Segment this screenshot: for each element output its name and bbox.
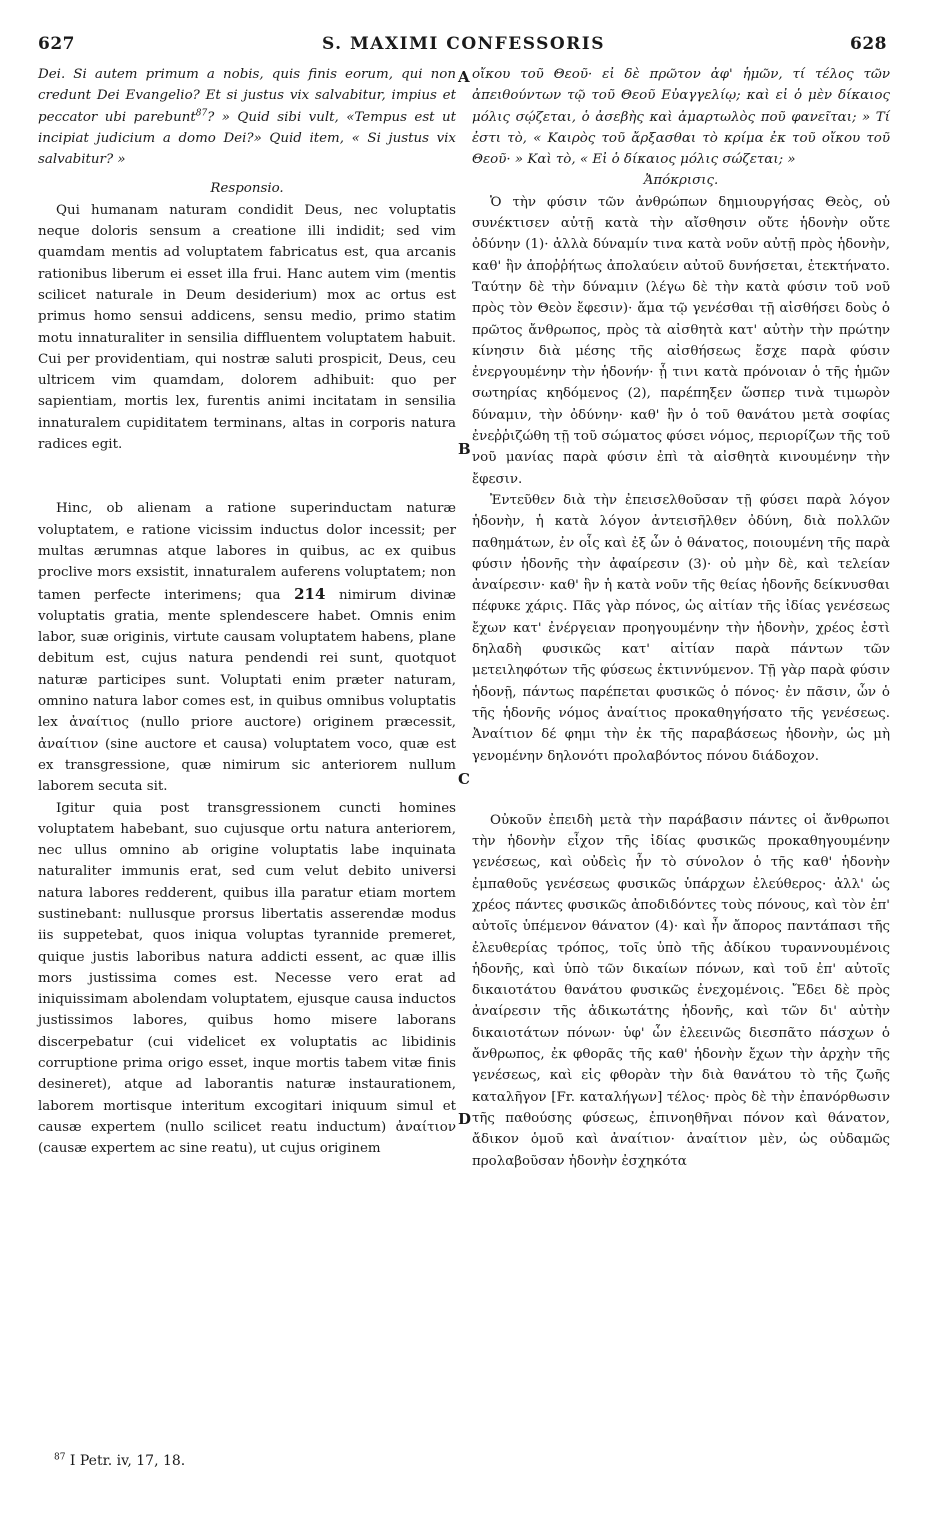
- section-marker-b: B: [458, 440, 471, 458]
- column-number: 214: [294, 584, 326, 603]
- footnote-mark: 87: [54, 1452, 66, 1463]
- running-title: S. MAXIMI CONFESSORIS: [321, 34, 606, 54]
- latin-paragraph-2: Hinc, ob alienam a ratione superinductam naturæ voluptatem, e ratione vicissim inductus dolor incessit; per multas ærumnas atque labores in quibus, ac ex quibus proclive mors exsistit, innaturalem auferens voluptatem; non tamen perfecte interimens; qua 214 nimirum divinæ voluptatis gratia, mente splendescere habet. Omnis enim labor, suæ originis, virtute causam voluptatem habens, plane debitum est, cujus natura pendendi rei sunt, quotquot naturæ participes sunt. Voluptati enim præter naturam, omnino natura labor comes est, in quibus omnibus voluptatis lex ἀναίτιος (nullo priore auctore) originem præcessit, ἀναίτιον (sine auctore et causa) voluptatem voco, quæ est ex transgressione, quæ nimirum sic anteriorem nullum laborem secuta sit.: [38, 501, 457, 795]
- footnote-ref: 87: [195, 108, 208, 119]
- greek-question: οἴκου τοῦ Θεοῦ· εἰ δὲ πρῶτον ἀφ' ἡμῶν, τί τέλος τῶν ἀπειθούντων τῷ τοῦ Θεοῦ Εὐαγγελίῳ; καὶ εἰ ὁ μὲν δίκαιος μόλις σῴζεται, ὁ ἀσεβὴς καὶ ἁμαρτωλὸς ποῦ φανεῖται; » Τί ἐστι τὸ, « Καιρὸς τοῦ ἄρξασθαι τὸ κρίμα ἐκ τοῦ οἴκου τοῦ Θεοῦ· » Καὶ τὸ, « Εἰ ὁ δίκαιος μόλις σώζεται; »: [472, 67, 890, 168]
- page-number-right: 628: [850, 34, 887, 54]
- greek-paragraph-2: Ἐντεῦθεν διὰ τὴν ἐπεισελθοῦσαν τῇ φύσει παρὰ λόγον ἡδονὴν, ἡ κατὰ λόγον ἀντεισῆλθεν ὀδύνη, διὰ πολλῶν παθημάτων, ἐν οἷς καὶ ἐξ ὧν ὁ θάνατος, ποιουμένη τῆς παρὰ φύσιν ἡδονῆς τὴν ἀφαίρεσιν (3)· οὐ μὴν δὲ, καὶ τελείαν ἀναίρεσιν· καθ' ἣν ἡ κατὰ νοῦν τῆς θείας ἡδονῆς δείκνυσθαι πέφυκε χάρις. Πᾶς γὰρ πόνος, ὡς αἰτίαν τῆς ἰδίας γενέσεως ἔχων κατ' ἐνέργειαν προηγουμένην τὴν ἡδονὴν, χρέος ἐστὶ δηλαδὴ φυσικῶς κατ' αἰτίαν παρὰ πάντων τῶν μετειληφότων τῆς φύσεως ἐκτιννύμενον. Τῇ γὰρ παρὰ φύσιν ἡδονῇ, πάντως παρέπεται φυσικῶς ὁ πόνος· ἐν πᾶσιν, ὧν ὁ τῆς ἡδονῆς νόμος ἀναίτιος προκαθηγήσατο τῆς γενέσεως. Ἀναίτιον δέ φημι τὴν ἐκ τῆς παραβάσεως ἡδονὴν, ὡς μὴ γενομένην δηλονότι προλαβόντος πόνου διάδοχον.: [472, 492, 890, 764]
- greek-heading: Ἀπόκρισις.: [643, 173, 719, 189]
- latin-column: [38, 64, 456, 1160]
- section-marker-c: C: [458, 770, 470, 788]
- section-marker-a: A: [458, 68, 470, 86]
- section-marker-d: D: [458, 1110, 472, 1128]
- latin-question: Dei. Si autem primum a nobis, quis finis eorum, qui non credunt Dei Evangelio? Et si justus vix salvabitur, impius et peccator ubi parebunt$^{87}$? » Quid sibi vult, «Tempus est ut incipiat judicium a domo Dei?» Quid item, « Si justus vix salvabitur? »: [38, 67, 456, 168]
- page-number-left: 627: [38, 34, 75, 54]
- greek-column: [472, 64, 890, 1172]
- latin-paragraph-3: Igitur quia post transgressionem cuncti homines voluptatem habebant, suo cujusque ortu natura anteriorem, nec ullus omnino ab origine voluptatis labe inquinata naturaliter immunis erat, sed cum velut debito universi natura labores redderent, quibus illa paratur etiam mortem sustinebant: nullusque prorsus libertatis asserendæ modus iis suppetebat, quos iniqua voluptas tyrannide premeret, quique justis laboribus natura addicti essent, ac quæ illis mors justissima comes est. Necesse vero erat ad iniquissimam abolendam voluptatem, ejusque causa inductos justissimos labores, quibus homo misere laborans discerpebatur (cui videlicet ex voluptatis ac libidinis corruptione prima origo esset, inque mortis tabem vitæ finis desineret), atque ad laborantis naturæ instaurationem, laborem mortisque interitum excogitari iniquum simul et causæ expertem (nullo scilicet reatu inductum) ἀναίτιον (causæ expertem ac sine reatu), ut cujus originem: [38, 800, 456, 1157]
- latin-paragraph-1: Qui humanam naturam condidit Deus, nec voluptatis neque doloris sensum a creatione illi indidit; sed vim quamdam mentis ad voluptatem fabricatus est, qua arcanis rationibus liberum ei esset illa frui. Hanc autem vim (mentis scilicet naturale in Deum desiderium) mox ac ortus est primus homo sensui addicens, sensu medio, primo statim motu innaturaliter in sensilia diffluentem voluptatem habuit. Cui per providentiam, qui nostræ saluti prospicit, Deus, ceu ultricem vim quamdam, dolorem adhibuit: quo per sapientiam, mortis lex, furentis animi incitatam in sensilia innaturalem cupiditatem terminans, altas in corporis natura radices egit.: [38, 202, 456, 453]
- footnote-text: I Petr. iv, 17, 18.: [69, 1453, 186, 1469]
- greek-paragraph-3: Οὐκοῦν ἐπειδὴ μετὰ τὴν παράβασιν πάντες οἱ ἄνθρωποι τὴν ἡδονὴν εἶχον τῆς ἰδίας φυσικῶς προκαθηγουμένην γενέσεως, καὶ οὐδεὶς ἦν τὸ σύνολον ὁ τῆς καθ' ἡδονὴν ἐμπαθοῦς γενέσεως φυσικῶς ὑπάρχων ἐλεύθερος· ἀλλ' ὡς χρέος πάντες φυσικῶς ἀποδιδόντες τοὺς πόνους, καὶ τὸν ἐπ' αὐτοῖς ὑπέμενον θάνατον (4)· καὶ ἦν ἄπορος παντάπασι τῆς ἐλευθερίας τρόπος, τοῖς ὑπὸ τῆς ἀδίκου τυραννουμένοις ἡδονῆς, καὶ ὑπὸ τῶν δικαίων πόνων, καὶ τοῦ ἐπ' αὐτοῖς δικαιοτάτου θανάτου φυσικῶς ἐνεχομένοις. Ἔδει δὲ πρὸς ἀναίρεσιν τῆς ἀδικωτάτης ἡδονῆς, καὶ τῶν δι' αὐτὴν δικαιοτάτων πόνων· ὑφ' ὧν ἐλεεινῶς διεσπᾶτο πάσχων ὁ ἄνθρωπος, ἐκ φθορᾶς τῆς καθ' ἡδονὴν ἔχων τὴν ἀρχὴν τῆς γενέσεως, καὶ εἰς φθορὰν τὴν διὰ θανάτου τὸ τῆς ζωῆς καταλῆγον [Fr. καταλήγων] τέλος· πρὸς δὲ τὴν ἐπανόρθωσιν τῆς παθούσης φύσεως, ἐπινοηθῆναι πόνον καὶ θάνατον, ἄδικον ὁμοῦ καὶ ἀναίτιον· ἀναίτιον μὲν, ὡς οὐδαμῶς προλαβοῦσαν ἡδονὴν ἐσχηκότα: [472, 812, 890, 1169]
- footnote: [54, 1453, 185, 1469]
- latin-heading: Responsio.: [210, 181, 284, 197]
- greek-paragraph-1: Ὁ τὴν φύσιν τῶν ἀνθρώπων δημιουργήσας Θεὸς, οὐ συνέκτισεν αὐτῇ κατὰ τὴν αἴσθησιν οὔτε ἡδονὴν οὔτε ὀδύνην (1)· ἀλλὰ δύναμίν τινα κατὰ νοῦν αὐτῇ πρὸς ἡδονὴν, καθ' ἣν ἀποῤῥήτως ἀπολαύειν αὐτοῦ δυνήσεται, ἐτεκτήνατο. Ταύτην δὲ τὴν δύναμιν (λέγω δὲ τὴν κατὰ φύσιν τοῦ νοῦ πρὸς τὸν Θεὸν ἔφεσιν)· ἅμα τῷ γενέσθαι τῇ αἰσθήσει δοὺς ὁ πρῶτος ἄνθρωπος, πρὸς τὰ αἰσθητὰ κατ' αὐτὴν τὴν πρώτην κίνησιν διὰ μέσης τῆς αἰσθήσεως ἔσχε παρὰ φύσιν ἐνεργουμένην τὴν ἡδονήν· ᾗ τινι κατὰ πρόνοιαν ὁ τῆς ἡμῶν σωτηρίας κηδόμενος (2), παρέπηξεν ὥσπερ τινὰ τιμωρὸν δύναμιν, τὴν ὀδύνην· καθ' ἣν ὁ τοῦ θανάτου μετὰ σοφίας ἐνεῤῥιζώθη τῇ τοῦ σώματος φύσει νόμος, περιορίζων τῆς τοῦ νοῦ μανίας παρὰ φύσιν ἐπὶ τὰ αἰσθητὰ κινουμένην τὴν ἔφεσιν.: [472, 194, 890, 487]
